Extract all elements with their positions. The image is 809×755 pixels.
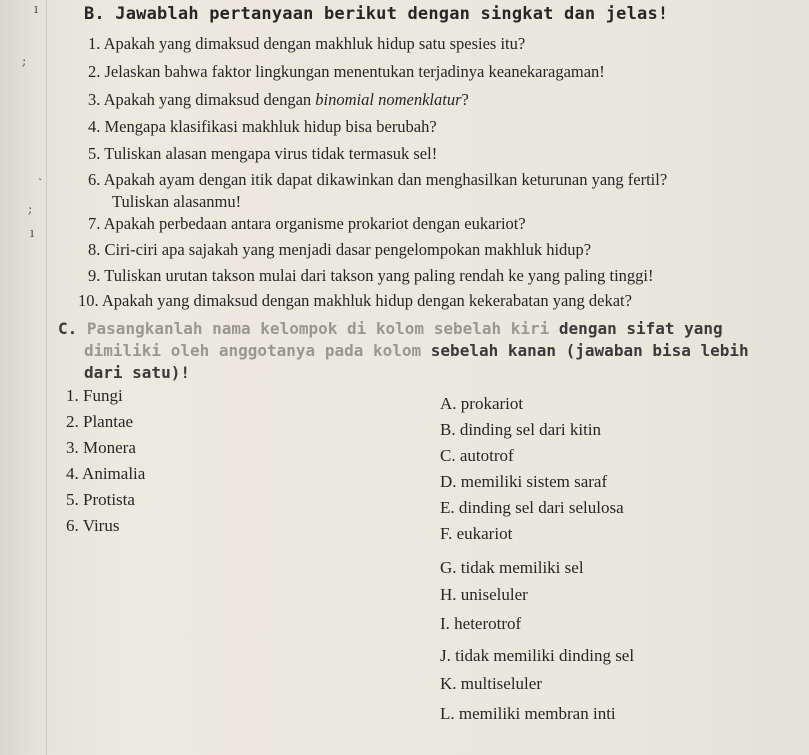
section-c-instructions — [58, 318, 798, 384]
right-item-g: G. tidak memiliki sel — [440, 558, 584, 577]
right-item-e: E. dinding sel dari selulosa — [440, 498, 624, 517]
margin-mark: ı — [34, 2, 39, 17]
right-item-i: I. heterotrof — [440, 614, 522, 633]
right-item-f: F. eukariot — [440, 524, 513, 543]
binomial-nomenklatur-term: binomial nomenklatur — [315, 90, 462, 109]
question-6: 6. Apakah ayam dengan itik dapat dikawinkan dan menghasilkan keturunan yang fertil? — [88, 170, 668, 189]
question-2: 2. Jelaskan bahwa faktor lingkungan menentukan terjadinya keanekaragaman! — [88, 62, 605, 81]
page-margin-line — [46, 0, 47, 755]
margin-mark: ˏ — [38, 167, 43, 182]
margin-mark: ı — [30, 226, 35, 241]
question-1: 1. Apakah yang dimaksud dengan makhluk hidup satu spesies itu? — [88, 34, 526, 53]
right-item-d: D. memiliki sistem saraf — [440, 472, 608, 491]
question-7: 7. Apakah perbedaan antara organisme prokariot dengan eukariot? — [88, 214, 526, 233]
left-item-protista: 5. Protista — [66, 490, 135, 509]
question-9: 9. Tuliskan urutan takson mulai dari takson yang paling rendah ke yang paling tinggi! — [88, 266, 654, 285]
section-c-line-1: C. Pasangkanlah nama kelompok di kolom sebelah kiri dengan sifat yang — [58, 319, 723, 338]
question-4: 4. Mengapa klasifikasi makhluk hidup bisa berubah? — [88, 117, 437, 136]
margin-mark: ; — [28, 202, 33, 217]
right-item-c: C. autotrof — [440, 446, 514, 465]
section-b-heading: B. Jawablah pertanyaan berikut dengan singkat dan jelas! — [84, 4, 669, 24]
right-item-k: K. multiseluler — [440, 674, 542, 693]
question-10: 10. Apakah yang dimaksud dengan makhluk hidup dengan kekerabatan yang dekat? — [78, 291, 632, 310]
right-item-j: J. tidak memiliki dinding sel — [440, 646, 635, 665]
right-item-l: L. memiliki membran inti — [440, 704, 616, 723]
right-item-b: B. dinding sel dari kitin — [440, 420, 602, 439]
section-c-line-2: dimiliki oleh anggotanya pada kolom sebelah kanan (jawaban bisa lebih — [84, 341, 749, 360]
section-c-line-3: dari satu)! — [84, 363, 190, 382]
left-item-monera: 3. Monera — [66, 438, 136, 457]
right-item-h: H. uniseluler — [440, 585, 528, 604]
left-item-plantae: 2. Plantae — [66, 412, 134, 431]
left-item-fungi: 1. Fungi — [66, 386, 123, 405]
question-8: 8. Ciri-ciri apa sajakah yang menjadi dasar pengelompokan makhluk hidup? — [88, 240, 592, 259]
left-item-animalia: 4. Animalia — [66, 464, 146, 483]
margin-mark: ; — [22, 54, 27, 69]
right-item-a: A. prokariot — [440, 394, 524, 413]
left-item-virus: 6. Virus — [66, 516, 120, 535]
question-3: 3. Apakah yang dimaksud dengan binomial nomenklatur? — [88, 90, 469, 109]
question-6-continuation: Tuliskan alasanmu! — [112, 192, 242, 211]
question-5: 5. Tuliskan alasan mengapa virus tidak termasuk sel! — [88, 144, 438, 163]
